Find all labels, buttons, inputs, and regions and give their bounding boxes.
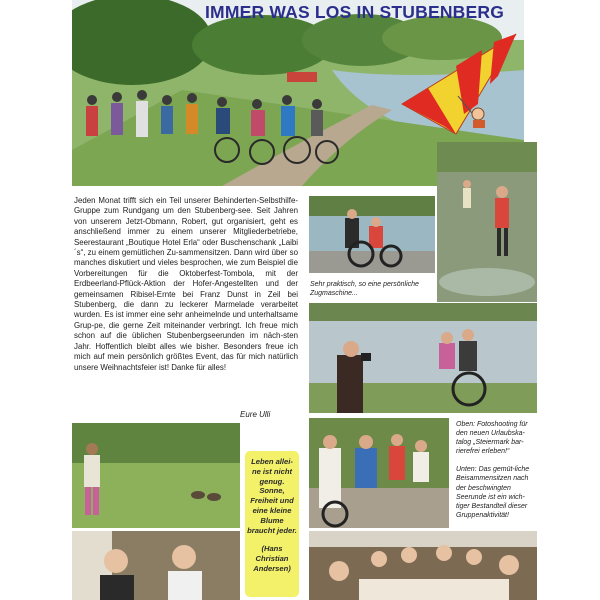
hang-glider-illustration	[398, 26, 530, 138]
quote	[247, 457, 297, 574]
quote-text: Leben allei-ne ist nicht genug. Sonne, Freiheit und eine kleine Blume braucht jeder.	[247, 457, 297, 535]
quote-author: (Hans Christian Andersen)	[253, 544, 291, 573]
page-title: IMMER WAS LOS IN STUBENBERG	[205, 2, 505, 22]
group-standing-photo	[309, 418, 449, 528]
water-walking-photo	[437, 142, 537, 302]
caption-photoshoot-and-gathering	[456, 420, 538, 520]
seated-women-photo	[72, 531, 240, 600]
article-author: Eure Ulli	[240, 410, 271, 419]
caption-gathering: Unten: Das gemüt-liche Beisammensitzen nach der beschwingten Seerunde ist ein wich-tiger Bestandteil dieser Gruppenaktivität!	[456, 466, 530, 519]
wheelchair-lake-photo	[309, 196, 435, 273]
caption-wheelchair-train: Sehr praktisch, so eine persönliche Zugmaschine...	[310, 281, 419, 297]
photoshoot-photo	[309, 303, 537, 413]
table-gathering-photo	[309, 531, 537, 600]
article-body: Jeden Monat trifft sich ein Teil unserer Behinderten-Selbsthilfe-Gruppe zum Rundgang um den Stubenberg-see. Seit Jahren von unserem Jetzt-Obmann, Robert, gut organisiert, geht es anschließend immer zu einem unserer Mitgliederbetriebe, Seerestaurant „Boutique Hotel Erla“ oder Buschenschank „Laibi´s“, zu einem gemütlichen Zu-sammensitzen. Dann wird über so manches diskutiert und vieles besprochen, wie zum Beispiel die Vorbereitungen für die Oktoberfest-Tombola, mit der Erdbeerland-Pflück-Aktion der Hofer-Angestellten und der gemeinsamen Ribisel-Ernte bei Franz Dunst in Zeil bei Stubenberg, die dann zu leckerer Marmelade verarbeitet wurden. Es ist immer eine sehr anheimelnde und unterhaltsame Grup-pe, die gerne Zeit miteinander verbringt. Ich freue mich schon auf die üblichen Stubenbergseerunden im näch-sten Jahr. Hoffentlich bleibt alles wie bisher. Besonders freue ich mich auf mein persönlich größtes Event, das für mich natürlich unsere Weihnachtsfeier ist! Danke für alles!	[74, 196, 298, 372]
girl-ducks-photo	[72, 423, 240, 528]
caption-photoshoot: Oben: Fotoshooting für den neuen Urlaubska-talog „Steiermark bar-rierefrei erleben!“	[456, 421, 528, 456]
